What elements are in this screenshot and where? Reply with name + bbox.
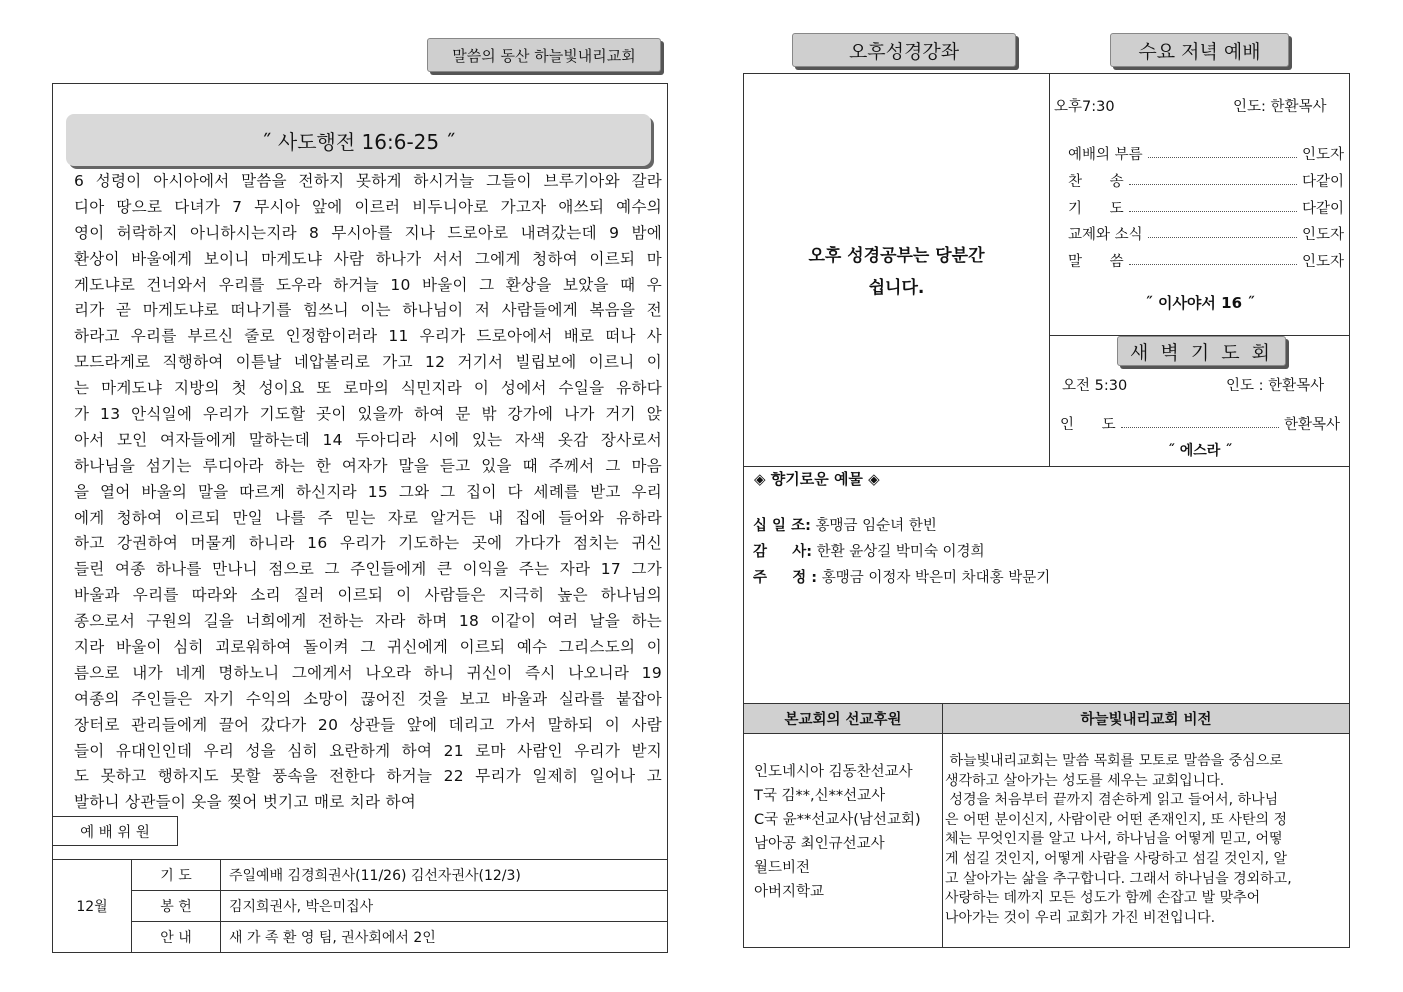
offering-names: 한환 윤상길 박미숙 이경희 [816, 544, 985, 560]
vision-line: 고 살아가는 삶을 추구합니다. 그래서 하나님을 경외하고, [945, 870, 1292, 887]
vision-line: 사랑하는 데까지 모든 성도가 함께 손잡고 발 맞추어 [945, 890, 1261, 907]
offering-title: ◈ 향기로운 예물 ◈ [754, 470, 880, 488]
scripture-line: 영이 허락하지 아니하시는지라 8 무시아를 지나 드로아로 내려갔는데 9 밤에 [74, 223, 662, 242]
scripture-line: 하라고 우리를 부르신 줄로 인정함이러라 11 우리가 드로아에서 배로 떠나 사 [74, 327, 662, 346]
committee-label: 예 배 위 원 [52, 816, 178, 846]
dot-leader [1129, 202, 1297, 212]
wed-time: 오후7:30 [1054, 99, 1115, 115]
offering-names: 홍맹금 임순녀 한빈 [815, 518, 937, 534]
scripture-line: 에게 청하여 이르되 만일 나를 주 믿는 자로 알거든 내 집에 들어와 유하라 [74, 508, 662, 527]
order-label: 찬 송 [1068, 173, 1124, 190]
vision-line: 생각하고 살아가는 성도를 세우는 교회입니다. [945, 772, 1225, 789]
scripture-line: 종으로서 구원의 길을 너희에게 전하는 자라 하며 18 이같이 여러 날을 하는 [74, 612, 662, 631]
offering-row [753, 566, 1050, 587]
order-who: 다같이 [1301, 173, 1344, 190]
dawn-leader: 인도 : 한환목사 [1226, 378, 1325, 394]
scripture-line: 장터로 관리들에게 끌어 갔다가 20 상관들 앞에 데리고 가서 말하되 이 사람 [74, 715, 662, 734]
scripture-line: 게도냐로 건너와서 우리를 도우라 하거늘 10 바울이 그 환상을 보았을 때 우 [74, 275, 662, 294]
dawn-lead-row [1060, 412, 1340, 434]
order-row [1068, 249, 1344, 271]
scripture-line: 름으로 내가 네게 명하노니 그에게서 나오라 하니 귀신이 즉시 나오니라 19 [74, 663, 662, 682]
vision-text [945, 752, 1345, 928]
scripture-line: 환상이 바울에게 보이니 마게도냐 사람 하나가 서서 그에게 청하여 이르되 마 [74, 249, 662, 268]
mission-item: 인도네시아 김동찬선교사 [754, 764, 913, 780]
scripture-line: 모드라게로 직행하여 이튿날 네압볼리로 가고 12 거기서 빌립보에 이르니 이 [74, 353, 662, 372]
duty-role: 봉 헌 [132, 891, 221, 922]
dot-leader [1129, 255, 1297, 265]
vision-line: 은 어떤 분이신지, 사람이란 어떤 존재인지, 또 사탄의 정 [945, 811, 1288, 828]
order-row [1068, 196, 1344, 218]
vision-line: 체는 무엇인지를 알고 나서, 하나님을 어떻게 믿고, 어떻 [945, 831, 1283, 848]
order-label: 기 도 [1068, 200, 1124, 217]
offering-label: 주 정 : [753, 570, 818, 586]
scripture-line: 6 성령이 아시아에서 말씀을 전하지 못하게 하시거늘 그들이 브루기아와 갈라 [74, 172, 662, 190]
order-label: 말 씀 [1068, 253, 1124, 270]
dot-leader [1129, 175, 1297, 185]
order-who: 인도자 [1301, 146, 1344, 163]
vision-line: 성경을 처음부터 끝까지 겸손하게 읽고 들어서, 하나님 [945, 792, 1279, 809]
duty-people: 주일예배 김경희권사(11/26) 김선자권사(12/3) [221, 860, 668, 891]
dot-leader [1121, 418, 1279, 428]
scripture-line: 발하니 상관들이 옷을 찢어 벗기고 매로 치라 하여 [74, 793, 417, 812]
scripture-line: 가 13 안식일에 우리가 기도할 곳이 있을까 하여 문 밖 강가에 나가 거기 앉 [74, 405, 662, 424]
order-row [1068, 222, 1344, 244]
vision-line: 하늘빛내리교회는 말씀 목회를 모토로 말씀을 중심으로 [945, 753, 1283, 769]
vision-line: 게 섬길 것인지, 어떻게 사람을 사랑하고 섬길 것인지, 알 [945, 850, 1288, 867]
order-row [1068, 142, 1344, 164]
table-column-divider [942, 704, 943, 947]
scripture-line: 들이 유대인인데 우리 성을 심히 요란하게 하여 21 로마 사람인 우리가 받지 [74, 741, 662, 760]
offering-label: 감 사: [753, 544, 813, 560]
dawn-prayer-title: 새 벽 기 도 회 [1117, 336, 1286, 366]
scripture-line: 들린 여종 하나를 만나니 점으로 그 주인들에게 큰 이익을 주는 자라 17 그가 [74, 560, 662, 579]
order-who: 인도자 [1301, 253, 1344, 270]
dawn-sermon: ˝ 에스라 ˝ [1167, 443, 1233, 459]
scripture-line: 리가 곧 마게도냐로 떠나기를 힘쓰니 이는 하나님이 저 사람들에게 복음을 전 [74, 301, 662, 320]
scripture-line: 하고 강권하여 머물게 하니라 16 우리가 기도하는 곳에 가다가 점치는 귀신 [74, 534, 662, 553]
order-row [1068, 169, 1344, 191]
order-label: 교제와 소식 [1068, 226, 1143, 243]
dawn-time: 오전 5:30 [1062, 378, 1128, 394]
scripture-line: 하나님을 섬기는 루디아라 하는 한 여자가 말을 듣고 있을 때 주께서 그 마음 [74, 456, 662, 475]
scripture-line: 도 못하고 행하지도 못할 풍속을 전한다 하거늘 22 무리가 일제히 일어나 고 [74, 767, 662, 786]
mission-item: C국 윤**선교사(남선교회) [754, 812, 921, 828]
scripture-title: ˝ 사도행전 16:6-25 ˝ [66, 114, 651, 166]
afternoon-notice [744, 240, 1049, 304]
dawn-lead-label: 인 도 [1060, 416, 1116, 433]
scripture-line: 을 열어 바울의 말을 따르게 하신지라 15 그와 그 집이 다 세례를 받고 우리 [74, 482, 662, 501]
mission-item: 아버지학교 [754, 884, 825, 900]
scripture-line: 디아 땅으로 다녀가 7 무시아 앞에 이르러 비두니아로 가고자 애쓰되 예수의 [74, 197, 662, 216]
mission-header: 본교회의 선교후원 [744, 704, 942, 734]
duty-role: 기 도 [132, 860, 221, 891]
wednesday-service-title: 수요 저녁 예배 [1110, 33, 1289, 67]
scripture-line: 여종의 주인들은 자기 수익의 소망이 끊어진 것을 보고 바울과 실라를 붙잡아 [74, 689, 662, 708]
offering-label: 십 일 조: [753, 518, 811, 534]
duty-people: 새 가 족 환 영 팀, 권사회에서 2인 [221, 922, 668, 953]
offering-row [753, 540, 985, 561]
vision-header: 하늘빛내리교회 비전 [943, 704, 1349, 734]
afternoon-class-title: 오후성경강좌 [792, 33, 1016, 67]
duty-people: 김지희권사, 박은미집사 [221, 891, 668, 922]
scripture-line: 바울과 우리를 따라와 소리 질러 이르되 이 사람들은 지극히 높은 하나님의 [74, 586, 662, 605]
afternoon-notice-line1: 오후 성경공부는 당분간 [808, 246, 985, 266]
month-cell: 12월 [53, 860, 132, 953]
mission-item: 월드비전 [754, 860, 811, 876]
order-who: 다같이 [1301, 200, 1344, 217]
mission-item: 남아공 최인규선교사 [754, 836, 885, 852]
scripture-line: 지라 바울이 심히 괴로워하여 돌이켜 그 귀신에게 이르되 예수 그리스도의 이 [74, 638, 662, 657]
vertical-divider [1049, 73, 1050, 467]
vision-line: 나아가는 것이 우리 교회가 가진 비전입니다. [945, 909, 1216, 926]
dot-leader [1148, 148, 1297, 158]
order-who: 인도자 [1301, 226, 1344, 243]
dawn-lead-name: 한환목사 [1283, 416, 1340, 433]
afternoon-notice-line2: 쉽니다. [868, 278, 925, 298]
wed-leader: 인도: 한환목사 [1233, 99, 1327, 115]
offering-row [753, 514, 937, 535]
scripture-line: 아서 모인 여자들에게 말하는데 14 두아디라 시에 있는 자색 옷감 장사로서 [74, 430, 662, 449]
dot-leader [1148, 228, 1297, 238]
duty-table [52, 859, 668, 953]
duty-role: 안 내 [132, 922, 221, 953]
order-label: 예배의 부름 [1068, 146, 1143, 163]
church-header-label: 말씀의 동산 하늘빛내리교회 [427, 38, 661, 72]
scripture-line: 는 마게도냐 지방의 첫 성이요 또 로마의 식민지라 이 성에서 수일을 유하다 [74, 379, 662, 398]
offering-names: 홍맹금 이정자 박은미 차대홍 박문기 [821, 570, 1051, 586]
wed-sermon: ˝ 이사야서 16 ˝ [1145, 294, 1255, 312]
mission-item: T국 김**,신**선교사 [754, 788, 886, 804]
scripture-text [74, 169, 662, 816]
